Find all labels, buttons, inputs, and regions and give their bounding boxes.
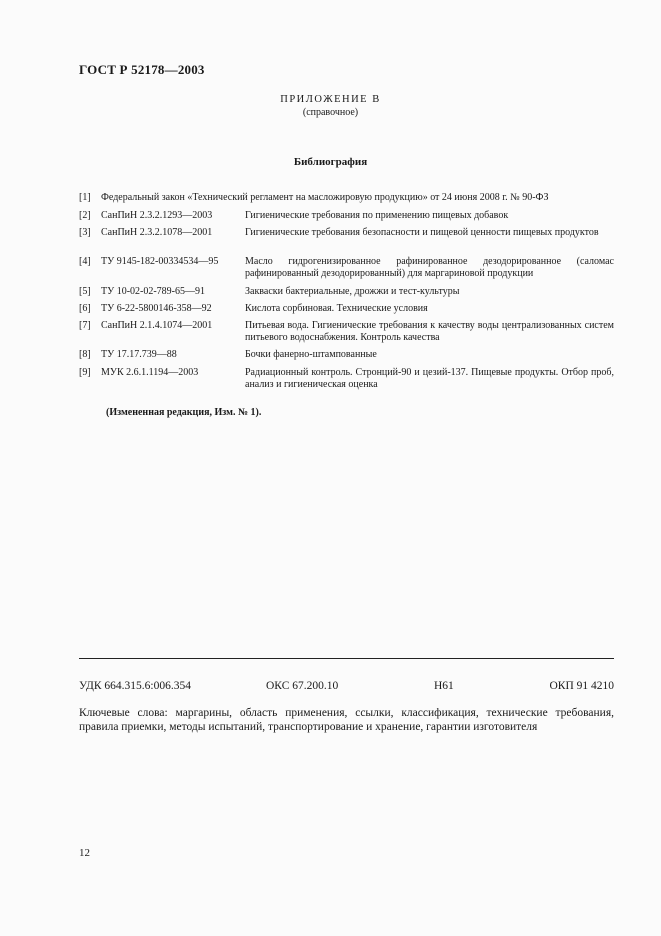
reference-number: [2] <box>79 210 91 221</box>
reference-number: [8] <box>79 349 91 360</box>
reference-code: ТУ 9145-182-00334534—95 <box>101 256 219 267</box>
divider-line <box>79 658 614 659</box>
reference-code: СанПиН 2.3.2.1293—2003 <box>101 210 213 221</box>
reference-code: ТУ 10-02-02-789-65—91 <box>101 286 206 297</box>
reference-code: ТУ 17.17.739—88 <box>101 349 177 360</box>
reference-code: СанПиН 2.3.2.1078—2001 <box>101 227 213 238</box>
reference-description: Масло гидрогенизированное рафинированное дезодорированное (саломас рафинированный дезодорированный) для маргариновой продукции <box>245 256 614 279</box>
keywords: Ключевые слова: маргарины, область применения, ссылки, классификация, технические требования, правила приемки, методы испытаний, транспортирование и хранение, гарантии изготовителя <box>79 707 614 733</box>
reference-code: МУК 2.6.1.1194—2003 <box>101 367 199 378</box>
reference-number: [5] <box>79 286 91 297</box>
reference-number: [6] <box>79 303 91 314</box>
reference-description: Радиационный контроль. Стронций-90 и цезий-137. Пищевые продукты. Отбор проб, анализ и гигиеническая оценка <box>245 367 614 390</box>
reference-code: ТУ 6-22-5800146-358—92 <box>101 303 212 314</box>
appendix-title: ПРИЛОЖЕНИЕ В <box>280 94 381 105</box>
standard-header: ГОСТ Р 52178—2003 <box>79 62 205 77</box>
reference-number: [7] <box>79 320 91 331</box>
reference-number: [9] <box>79 367 91 378</box>
reference-description: Бочки фанерно-штампованные <box>245 349 377 360</box>
reference-description: Гигиенические требования безопасности и пищевой ценности пищевых продуктов <box>245 227 599 238</box>
appendix-subtitle: (справочное) <box>302 107 359 118</box>
page-number: 12 <box>79 847 90 859</box>
reference-number: [3] <box>79 227 91 238</box>
reference-code: СанПиН 2.1.4.1074—2001 <box>101 320 213 331</box>
reference-description: Кислота сорбиновая. Технические условия <box>245 303 428 314</box>
reference-text: Федеральный закон «Технический регламент на масложировую продукцию» от 24 июня 2008 г. № 90-ФЗ <box>101 192 549 203</box>
reference-number: [1] <box>79 192 91 203</box>
oks-code: ОКС 67.200.10 <box>266 680 339 692</box>
bibliography-title: Библиография <box>293 156 368 168</box>
reference-description: Питьевая вода. Гигиенические требования к качеству воды централизованных систем питьевого водоснабжения. Контроль качества <box>245 320 614 343</box>
reference-number: [4] <box>79 256 91 267</box>
group-code: Н61 <box>434 680 454 692</box>
reference-description: Гигиенические требования по применению пищевых добавок <box>245 210 509 221</box>
udc-code: УДК 664.315.6:006.354 <box>79 680 191 692</box>
reference-description: Закваски бактериальные, дрожжи и тест-культуры <box>245 286 460 297</box>
amendment-note: (Измененная редакция, Изм. № 1). <box>106 407 262 418</box>
okp-code: ОКП 91 4210 <box>549 680 614 692</box>
